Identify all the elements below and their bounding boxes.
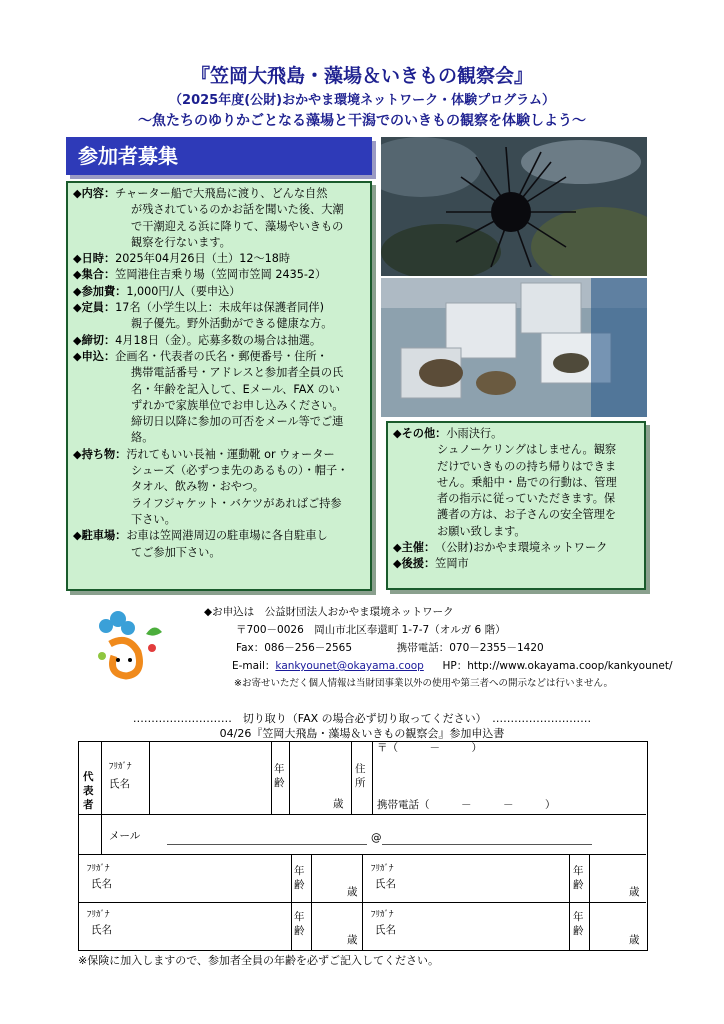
homepage-link[interactable]: HP：http://www.okayama.coop/kankyounet/ xyxy=(442,660,673,672)
other-text: だけでいきものの持ち帰りはできま xyxy=(437,459,617,473)
apply-label: ◆申込： xyxy=(73,349,116,363)
sea-urchin-photo xyxy=(381,137,647,276)
recruit-banner: 参加者募集 xyxy=(66,137,372,175)
form-divider xyxy=(589,854,590,950)
host-text: （公財)おかやま環境ネットワーク xyxy=(435,541,608,555)
bring-text: 下さい。 xyxy=(131,512,176,526)
apply-text: 携帯電話番号・アドレスと参加者全員の氏 xyxy=(131,366,344,380)
other-text: せん。乗船中・島での行動は、管理 xyxy=(437,475,617,489)
capacity-text: 親子優先。野外活動ができる健康な方。 xyxy=(131,317,333,331)
organization-logo xyxy=(88,604,176,694)
form-divider xyxy=(311,854,312,950)
contact-mobile: 携帯電話：070－2355－1420 xyxy=(396,642,544,654)
name-label: 氏名 xyxy=(91,878,112,890)
name-label: 氏名 xyxy=(91,924,112,936)
parking-label: ◆駐車場： xyxy=(73,529,127,543)
subtitle-program: （2025年度(公財)おかやま環境ネットワーク・体験プログラム） xyxy=(169,93,555,108)
form-divider xyxy=(372,742,373,814)
bring-text: タオル、飲み物・おやつ。 xyxy=(131,480,264,494)
deadline-label: ◆締切： xyxy=(73,333,116,347)
fee-text: 1,000円/人（要申込） xyxy=(126,284,241,298)
age-unit: 歳 xyxy=(629,934,640,946)
email-link[interactable]: kankyounet@okayama.coop xyxy=(275,660,424,672)
observation-containers-photo xyxy=(381,278,647,417)
contact-address: 〒700－0026 岡山市北区奉還町 1-7-7（オルガ 6 階） xyxy=(236,624,506,636)
cut-line: ……………………… 切り取り（FAX の場合必ず切り取ってください） ……………………… xyxy=(132,712,592,725)
host-label: ◆主催： xyxy=(393,541,436,555)
parking-text: てご参加下さい。 xyxy=(131,545,221,559)
mail-domain-input[interactable] xyxy=(382,844,592,845)
mobile-phone-field[interactable]: 携帯電話（ － － ） xyxy=(377,799,556,811)
form-divider xyxy=(291,854,292,950)
form-divider xyxy=(79,814,646,815)
age-label: 年齢 xyxy=(274,763,285,789)
apply-text: 締切日以降に参加の可否をメール等でご連 xyxy=(131,415,344,429)
bring-text: シューズ（必ずつま先のあるもの）・帽子・ xyxy=(131,464,349,478)
name-label: 氏名 xyxy=(375,924,396,936)
bring-text: 汚れてもいい長袖・運動靴 or ウォーター xyxy=(126,447,335,461)
age-unit: 歳 xyxy=(347,934,358,946)
age-unit: 歳 xyxy=(629,886,640,898)
contact-info xyxy=(204,603,704,693)
furigana-label: ﾌﾘｶﾞﾅ xyxy=(109,762,132,772)
name-label: 氏名 xyxy=(109,778,130,790)
other-text: 護者の方は、お子さんの安全管理を xyxy=(437,508,617,522)
age-unit: 歳 xyxy=(333,798,344,810)
form-divider xyxy=(101,742,102,854)
mail-label: メール xyxy=(109,830,141,842)
meeting-text: 笠岡港住吉乗り場（笠岡市笠岡 2435-2） xyxy=(115,268,327,282)
support-label: ◆後援： xyxy=(393,557,436,571)
other-info-box xyxy=(386,421,646,590)
date-label: ◆日時： xyxy=(73,252,116,266)
bring-label: ◆持ち物： xyxy=(73,447,127,461)
application-form xyxy=(78,741,648,951)
age-label: 年齢 xyxy=(294,865,305,891)
contact-fax: Fax：086－256－2565 xyxy=(236,642,353,654)
form-divider xyxy=(569,854,570,950)
other-text: 者の指示に従っていただきます。保 xyxy=(437,492,616,506)
age-unit: 歳 xyxy=(347,886,358,898)
content-text: で干潮迎える浜に降りて、藻場やいきもの xyxy=(131,219,344,233)
form-divider xyxy=(271,742,272,814)
age-label: 年齢 xyxy=(573,911,584,937)
email-label: E‐mail： xyxy=(232,660,276,672)
form-divider xyxy=(351,742,352,814)
capacity-text: 17名（小学生以上：未成年は保護者同伴) xyxy=(115,301,324,315)
capacity-label: ◆定員： xyxy=(73,301,116,315)
furigana-label: ﾌﾘｶﾞﾅ xyxy=(371,910,394,920)
other-text: お願い致します。 xyxy=(437,524,526,538)
other-text: シュノーケリングはしません。観察 xyxy=(437,443,617,457)
furigana-label: ﾌﾘｶﾞﾅ xyxy=(87,910,110,920)
form-divider xyxy=(362,854,363,950)
form-title: 04/26『笠岡大飛島・藻場＆いきもの観察会』参加申込書 xyxy=(219,727,505,740)
age-label: 年齢 xyxy=(573,865,584,891)
representative-label: 代表者 xyxy=(83,771,94,811)
furigana-label: ﾌﾘｶﾞﾅ xyxy=(87,864,110,874)
name-label: 氏名 xyxy=(375,878,396,890)
mail-at-sign: @ xyxy=(371,832,382,844)
apply-text: ずれかで家族単位でお申し込みください。 xyxy=(131,398,344,412)
contact-org: ◆お申込は 公益財団法人おかやま環境ネットワーク xyxy=(204,606,454,618)
address-label: 住所 xyxy=(355,763,366,789)
meeting-label: ◆集合： xyxy=(73,268,116,282)
postal-code-field[interactable]: 〒（ － ） xyxy=(377,742,482,754)
parking-text: お車は笠岡港周辺の駐車場に各自駐車し xyxy=(126,529,328,543)
apply-text: 絡。 xyxy=(131,431,154,445)
furigana-label: ﾌﾘｶﾞﾅ xyxy=(371,864,394,874)
deadline-text: 4月18日（金）。応募多数の場合は抽選。 xyxy=(115,333,322,347)
date-text: 2025年04月26日（土）12～18時 xyxy=(115,252,291,266)
bring-text: ライフジャケット・バケツがあればご持参 xyxy=(131,496,342,510)
subtitle-theme: ～魚たちのゆりかごとなる藻場と干潟でのいきもの観察を体験しよう～ xyxy=(138,113,586,129)
apply-text: 企画名・代表者の氏名・郵便番号・住所・ xyxy=(115,349,328,363)
form-divider xyxy=(289,742,290,814)
rep-name-input[interactable] xyxy=(153,746,269,810)
content-text: 観察を行ないます。 xyxy=(131,235,231,249)
privacy-note: ※お寄せいただく個人情報は当財団事業以外の使用や第三者への開示などは行いません。 xyxy=(234,678,614,689)
mail-user-input[interactable] xyxy=(167,844,367,845)
event-details-box xyxy=(66,181,372,591)
content-label: ◆内容： xyxy=(73,187,116,200)
content-text: が残されているのかお話を聞いた後、大潮 xyxy=(131,203,344,217)
insurance-note: ※保険に加入しますので、参加者全員の年齢を必ずご記入してください。 xyxy=(78,954,439,967)
other-text: 小雨決行。 xyxy=(446,427,503,440)
form-divider xyxy=(149,742,150,814)
fee-label: ◆参加費： xyxy=(73,284,127,298)
apply-text: 名・年齢を記入して、Eメール、FAX のい xyxy=(131,382,341,396)
support-text: 笠岡市 xyxy=(435,557,469,571)
content-text: チャーター船で大飛島に渡り、どんな自然 xyxy=(115,187,328,200)
other-label: ◆その他： xyxy=(393,427,447,440)
age-label: 年齢 xyxy=(294,911,305,937)
page-title: 『笠岡大飛島・藻場＆いきもの観察会』 xyxy=(190,65,533,87)
